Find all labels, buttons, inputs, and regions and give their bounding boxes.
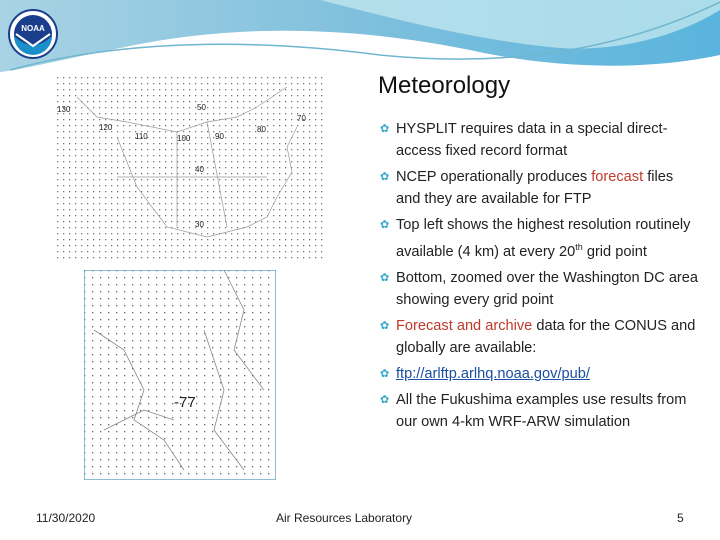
- footer-org: Air Resources Laboratory: [276, 511, 413, 525]
- bullet-item: [380, 389, 700, 433]
- bullet-item: [380, 267, 700, 311]
- bullet-item: [380, 315, 700, 359]
- bullet-text: Forecast and archive: [396, 317, 533, 334]
- map-label: 70: [297, 114, 306, 123]
- ftp-link[interactable]: ftp://arlftp.arlhq.noaa.gov/pub/: [396, 365, 590, 382]
- page-number: 5: [677, 511, 684, 525]
- bullet-text: th: [575, 242, 583, 252]
- bullet-icon: ✿: [380, 367, 390, 380]
- bullet-icon: ✿: [380, 123, 390, 135]
- bullet-text: HYSPLIT requires data in a special direct-access fixed record format: [396, 121, 668, 159]
- map-label: 130: [57, 105, 71, 114]
- bullet-icon: ✿: [380, 219, 390, 231]
- dc-area-grid-map: [84, 270, 276, 480]
- slide-title: Meteorology: [378, 72, 511, 99]
- map-label: 80: [257, 125, 266, 134]
- bullet-text: Top left shows the highest resolution routinely available (4 km) at every 20: [396, 217, 691, 260]
- bullet-icon: ✿: [380, 319, 390, 332]
- bullet-text: All the Fukushima examples use results from our own 4-km WRF-ARW simulation: [396, 391, 687, 430]
- bullet-list: [380, 118, 700, 437]
- bullet-icon: ✿: [380, 393, 390, 406]
- bullet-text: grid point: [582, 243, 647, 260]
- bullet-text: Bottom, zoomed over the Washington DC area showing every grid point: [396, 269, 699, 308]
- logo-text: NOAA: [21, 24, 45, 33]
- bullet-text: data for the CONUS and globally are available:: [396, 317, 696, 356]
- bullet-text: files and they are available for FTP: [396, 169, 674, 207]
- map-label: 110: [135, 132, 148, 141]
- bullet-item: [380, 214, 700, 263]
- bullet-icon: ✿: [380, 271, 390, 284]
- noaa-logo: [8, 6, 58, 62]
- header-wave-banner: [0, 0, 720, 75]
- map-label: 100: [177, 134, 191, 143]
- map-label: 90: [215, 132, 224, 141]
- bullet-text: NCEP operationally produces: [396, 169, 592, 185]
- map-label: 40: [195, 165, 204, 174]
- map-label: 50: [197, 103, 206, 112]
- map-label: -77: [174, 394, 196, 411]
- bullet-item: [380, 118, 700, 162]
- map-label: 30: [195, 220, 204, 229]
- footer-date: 11/30/2020: [36, 511, 96, 525]
- bullet-text: forecast: [591, 169, 644, 185]
- bullet-icon: ✿: [380, 171, 390, 183]
- bullet-item: [380, 363, 700, 385]
- bullet-item: [380, 166, 700, 210]
- map-label: 120: [99, 123, 113, 132]
- conus-grid-map: [57, 77, 325, 260]
